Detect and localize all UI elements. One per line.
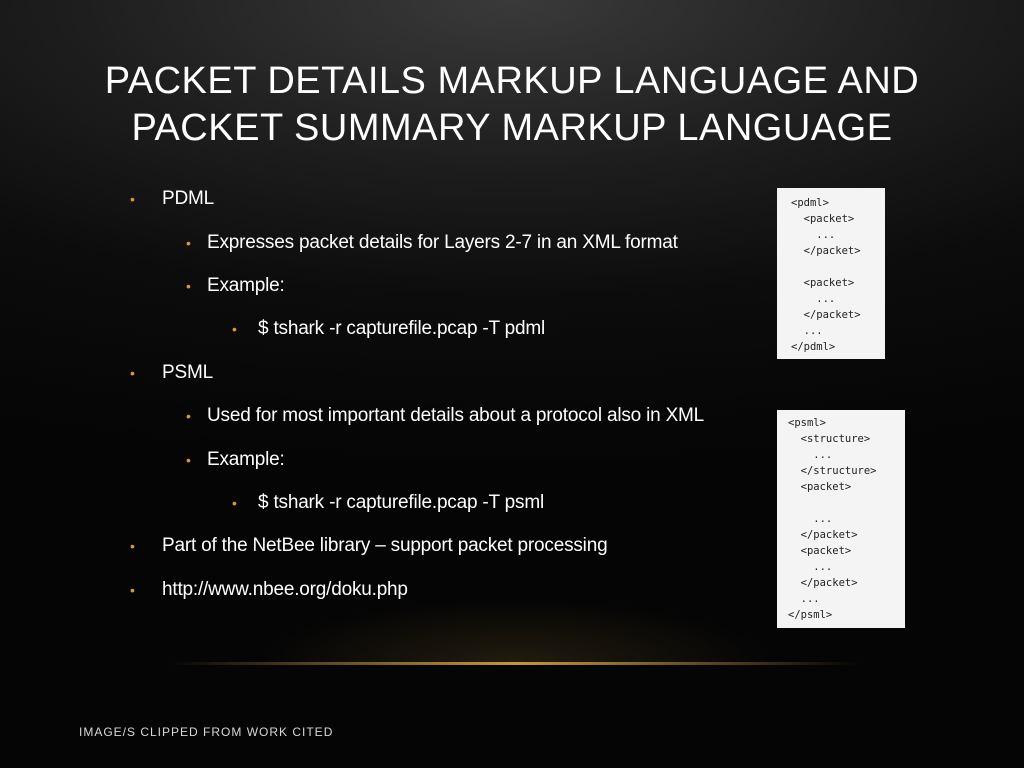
bullet-pdml-description: Expresses packet details for Layers 2-7 in an XML format bbox=[207, 232, 678, 253]
bullet-psml-command: $ tshark -r capturefile.pcap -T psml bbox=[258, 492, 545, 513]
bullet-netbee: Part of the NetBee library – support packet processing bbox=[162, 535, 608, 556]
footer-citation: IMAGE/S CLIPPED FROM WORK CITED bbox=[79, 725, 334, 739]
bullet-dot: • bbox=[232, 495, 237, 511]
bullet-psml-example: Example: bbox=[207, 449, 285, 470]
bullet-dot: • bbox=[130, 582, 135, 598]
bullet-psml: PSML bbox=[162, 362, 213, 383]
accent-divider bbox=[170, 662, 860, 665]
bullet-dot: • bbox=[232, 321, 237, 337]
slide-title-line-2: PACKET SUMMARY MARKUP LANGUAGE bbox=[131, 107, 893, 149]
bullet-pdml-example: Example: bbox=[207, 275, 285, 296]
psml-code-image: <psml> <structure> ... </structure> <packet> ... </packet> <packet> ... </packet> ... </psml> bbox=[777, 410, 905, 628]
slide-title-line-1: PACKET DETAILS MARKUP LANGUAGE AND bbox=[104, 60, 920, 102]
bullet-dot: • bbox=[130, 538, 135, 554]
bullet-dot: • bbox=[130, 191, 135, 207]
bullet-url: http://www.nbee.org/doku.php bbox=[162, 579, 408, 600]
accent-glow bbox=[260, 600, 770, 664]
bullet-dot: • bbox=[130, 365, 135, 381]
pdml-code-image: <pdml> <packet> ... </packet> <packet> ... </packet> ... </pdml> bbox=[777, 188, 885, 359]
bullet-dot: • bbox=[186, 235, 191, 251]
bullet-psml-description: Used for most important details about a protocol also in XML bbox=[207, 405, 705, 426]
bullet-dot: • bbox=[186, 278, 191, 294]
bullet-dot: • bbox=[186, 452, 191, 468]
bullet-pdml-command: $ tshark -r capturefile.pcap -T pdml bbox=[258, 318, 546, 339]
bullet-dot: • bbox=[186, 408, 191, 424]
bullet-pdml: PDML bbox=[162, 188, 214, 209]
